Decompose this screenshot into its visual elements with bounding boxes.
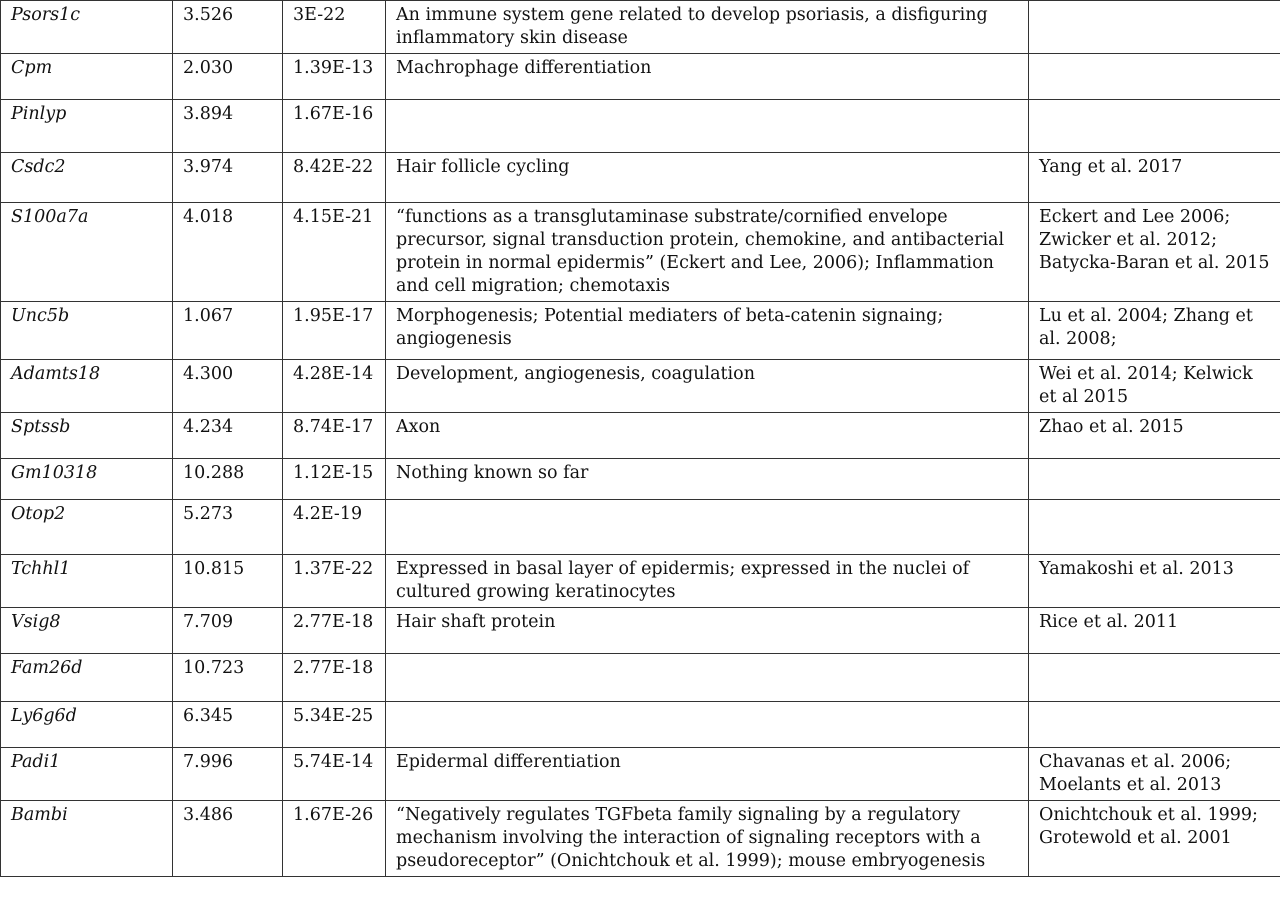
table-row: [1, 100, 1280, 153]
reference-cell: [1029, 1, 1280, 54]
gene-name-cell: Bambi: [1, 801, 173, 877]
reference-cell: Rice et al. 2011: [1029, 608, 1280, 654]
gene-name-cell: Psors1c: [1, 1, 173, 54]
gene-name-cell: Adamts18: [1, 360, 173, 413]
gene-name-cell: S100a7a: [1, 203, 173, 302]
function-cell: Hair shaft protein: [386, 608, 1029, 654]
function-cell: An immune system gene related to develop psoriasis, a disfiguring inflammatory skin disease: [386, 1, 1029, 54]
fold-change-cell: 6.345: [173, 702, 283, 748]
reference-cell: Chavanas et al. 2006; Moelants et al. 2013: [1029, 748, 1280, 801]
table-row: [1, 608, 1280, 654]
table-row: [1, 302, 1280, 360]
p-value-cell: 1.67E-16: [283, 100, 386, 153]
reference-cell: Onichtchouk et al. 1999; Grotewold et al. 2001: [1029, 801, 1280, 877]
table-row: [1, 203, 1280, 302]
function-cell: Morphogenesis; Potential mediaters of beta-catenin signaing; angiogenesis: [386, 302, 1029, 360]
p-value-cell: 1.39E-13: [283, 54, 386, 100]
table-row: [1, 413, 1280, 459]
fold-change-cell: 3.486: [173, 801, 283, 877]
reference-cell: [1029, 500, 1280, 555]
p-value-cell: 8.74E-17: [283, 413, 386, 459]
function-cell: [386, 702, 1029, 748]
gene-name-cell: Fam26d: [1, 654, 173, 702]
reference-cell: Yang et al. 2017: [1029, 153, 1280, 203]
reference-cell: [1029, 54, 1280, 100]
function-cell: [386, 100, 1029, 153]
function-cell: Development, angiogenesis, coagulation: [386, 360, 1029, 413]
table-row: [1, 654, 1280, 702]
table-row: [1, 702, 1280, 748]
gene-name-cell: Pinlyp: [1, 100, 173, 153]
function-cell: Epidermal differentiation: [386, 748, 1029, 801]
fold-change-cell: 10.815: [173, 555, 283, 608]
fold-change-cell: 5.273: [173, 500, 283, 555]
gene-name-cell: Tchhl1: [1, 555, 173, 608]
function-cell: Hair follicle cycling: [386, 153, 1029, 203]
fold-change-cell: 10.288: [173, 459, 283, 500]
table-row: [1, 360, 1280, 413]
p-value-cell: 5.74E-14: [283, 748, 386, 801]
reference-cell: [1029, 654, 1280, 702]
fold-change-cell: 7.709: [173, 608, 283, 654]
reference-cell: Zhao et al. 2015: [1029, 413, 1280, 459]
reference-cell: [1029, 459, 1280, 500]
fold-change-cell: 4.300: [173, 360, 283, 413]
p-value-cell: 1.67E-26: [283, 801, 386, 877]
fold-change-cell: 3.526: [173, 1, 283, 54]
gene-name-cell: Padi1: [1, 748, 173, 801]
gene-table-body: [1, 1, 1280, 877]
function-cell: Nothing known so far: [386, 459, 1029, 500]
table-row: [1, 153, 1280, 203]
fold-change-cell: 4.234: [173, 413, 283, 459]
reference-cell: Lu et al. 2004; Zhang et al. 2008;: [1029, 302, 1280, 360]
gene-name-cell: Gm10318: [1, 459, 173, 500]
reference-cell: [1029, 702, 1280, 748]
reference-cell: Eckert and Lee 2006; Zwicker et al. 2012; Batycka-Baran et al. 2015: [1029, 203, 1280, 302]
gene-name-cell: Ly6g6d: [1, 702, 173, 748]
table-row: [1, 801, 1280, 877]
gene-name-cell: Sptssb: [1, 413, 173, 459]
table-row: [1, 555, 1280, 608]
gene-name-cell: Otop2: [1, 500, 173, 555]
fold-change-cell: 2.030: [173, 54, 283, 100]
function-cell: [386, 500, 1029, 555]
table-row: [1, 54, 1280, 100]
gene-name-cell: Cpm: [1, 54, 173, 100]
reference-cell: [1029, 100, 1280, 153]
table-row: [1, 500, 1280, 555]
p-value-cell: 2.77E-18: [283, 654, 386, 702]
p-value-cell: 1.12E-15: [283, 459, 386, 500]
fold-change-cell: 10.723: [173, 654, 283, 702]
p-value-cell: 4.2E-19: [283, 500, 386, 555]
function-cell: Axon: [386, 413, 1029, 459]
gene-name-cell: Unc5b: [1, 302, 173, 360]
function-cell: [386, 654, 1029, 702]
p-value-cell: 2.77E-18: [283, 608, 386, 654]
p-value-cell: 1.37E-22: [283, 555, 386, 608]
p-value-cell: 5.34E-25: [283, 702, 386, 748]
fold-change-cell: 7.996: [173, 748, 283, 801]
table-row: [1, 459, 1280, 500]
fold-change-cell: 4.018: [173, 203, 283, 302]
function-cell: Expressed in basal layer of epidermis; expressed in the nuclei of cultured growing keratinocytes: [386, 555, 1029, 608]
function-cell: Machrophage differentiation: [386, 54, 1029, 100]
function-cell: “functions as a transglutaminase substrate/cornified envelope precursor, signal transduction protein, chemokine, and antibacterial protein in normal epidermis” (Eckert and Lee, 2006); Inflammation and cell migration; chemotaxis: [386, 203, 1029, 302]
p-value-cell: 8.42E-22: [283, 153, 386, 203]
p-value-cell: 4.28E-14: [283, 360, 386, 413]
table-row: [1, 1, 1280, 54]
fold-change-cell: 1.067: [173, 302, 283, 360]
p-value-cell: 3E-22: [283, 1, 386, 54]
reference-cell: Wei et al. 2014; Kelwick et al 2015: [1029, 360, 1280, 413]
table-row: [1, 748, 1280, 801]
function-cell: “Negatively regulates TGFbeta family signaling by a regulatory mechanism involving the interaction of signaling receptors with a pseudoreceptor” (Onichtchouk et al. 1999); mouse embryogenesis: [386, 801, 1029, 877]
p-value-cell: 4.15E-21: [283, 203, 386, 302]
gene-name-cell: Csdc2: [1, 153, 173, 203]
gene-name-cell: Vsig8: [1, 608, 173, 654]
fold-change-cell: 3.894: [173, 100, 283, 153]
p-value-cell: 1.95E-17: [283, 302, 386, 360]
fold-change-cell: 3.974: [173, 153, 283, 203]
reference-cell: Yamakoshi et al. 2013: [1029, 555, 1280, 608]
